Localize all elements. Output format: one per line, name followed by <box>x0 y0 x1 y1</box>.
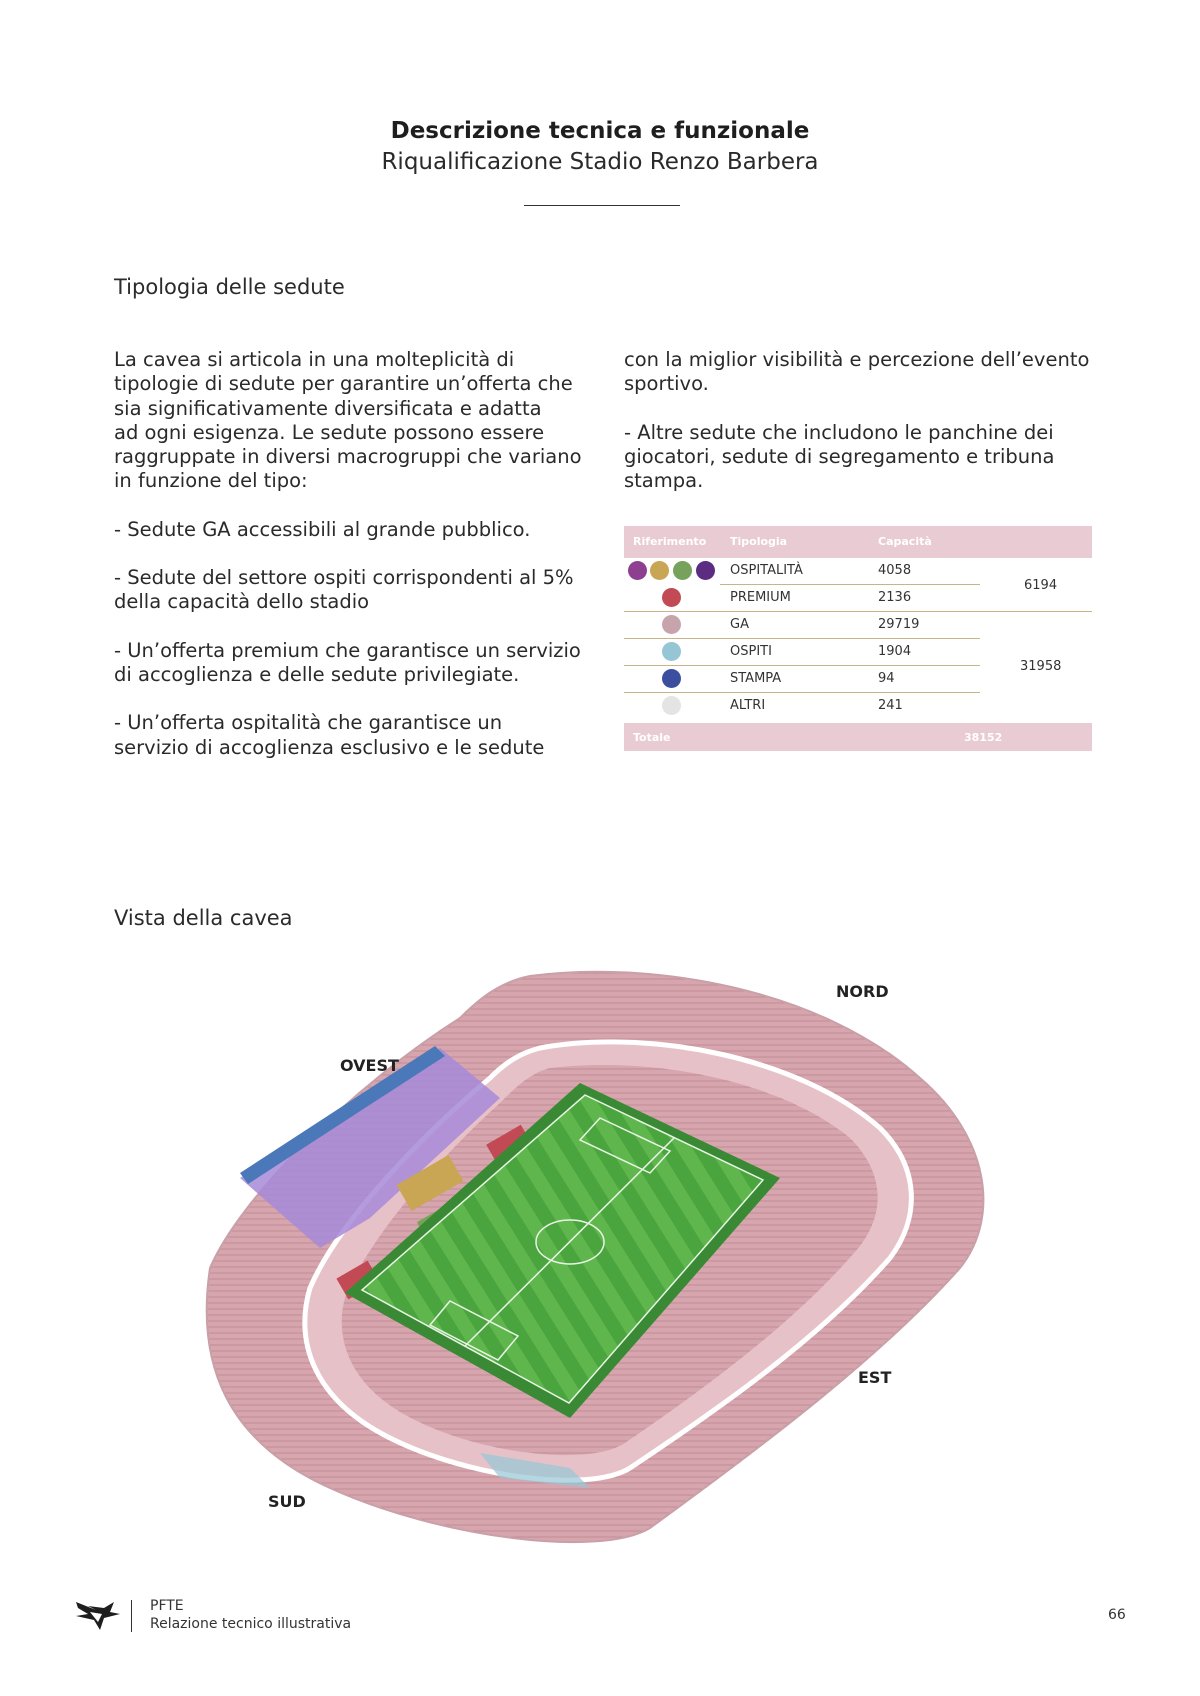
document-subtitle: Riqualificazione Stadio Renzo Barbera <box>381 149 819 175</box>
eagle-logo-icon <box>74 1596 122 1632</box>
color-swatch-green <box>673 561 692 580</box>
color-swatch-ospiti <box>662 642 681 661</box>
paragraph: - Un’offerta ospitalità che garantisce un servizio di accoglienza esclusivo e le sedute <box>114 711 545 759</box>
compass-label-nord: NORD <box>836 982 889 1001</box>
color-swatch-ga <box>662 615 681 634</box>
table-row <box>624 611 980 638</box>
table-row <box>624 584 980 611</box>
compass-label-sud: SUD <box>268 1492 306 1511</box>
color-swatch-premium <box>662 588 681 607</box>
footer-divider <box>131 1600 132 1632</box>
table-total-row <box>624 723 1092 751</box>
cell-capacita: 94 <box>878 671 895 686</box>
color-swatch-stampa <box>662 669 681 688</box>
cell-tipologia: STAMPA <box>730 671 782 686</box>
color-swatch-purple <box>628 561 647 580</box>
table-row <box>624 665 980 692</box>
text-column-left <box>114 348 584 784</box>
paragraph: con la miglior visibilità e percezione dell’evento sportivo. <box>624 348 1090 396</box>
cell-capacita: 241 <box>878 698 903 713</box>
cell-capacita: 4058 <box>878 563 912 578</box>
color-swatch-violet <box>696 561 715 580</box>
group-total-premium: 6194 <box>1024 578 1058 593</box>
header-tipologia: Tipologia <box>730 535 788 548</box>
section-heading-view: Vista della cavea <box>114 906 293 930</box>
table-row <box>624 692 980 719</box>
stadium-illustration <box>200 968 1000 1548</box>
section-heading-seating: Tipologia delle sedute <box>114 275 345 299</box>
color-swatch-gold <box>650 561 669 580</box>
footer-report-title: Relazione tecnico illustrativa <box>150 1616 352 1632</box>
header-capacita: Capacità <box>878 535 932 548</box>
table-row <box>624 557 980 584</box>
paragraph: - Altre sedute che includono le panchine dei giocatori, sedute di segregamento e tribuna stampa. <box>624 420 1055 493</box>
paragraph: La cavea si articola in una molteplicità di tipologie di sedute per garantire un’offerta che sia significativamente diversificata e adatta ad ogni esigenza. Le sedute possono essere raggruppate in diversi macrogruppi che variano in funzione del tipo: <box>114 348 582 493</box>
table-row <box>624 638 980 665</box>
page-number: 66 <box>1108 1607 1126 1623</box>
total-value: 38152 <box>964 731 1003 744</box>
paragraph: - Sedute del settore ospiti corrispondenti al 5% della capacità dello stadio <box>114 566 574 614</box>
paragraph: - Un’offerta premium che garantisce un servizio di accoglienza e delle sedute privilegiate. <box>114 638 581 686</box>
cell-capacita: 29719 <box>878 617 920 632</box>
cell-tipologia: PREMIUM <box>730 590 791 605</box>
cell-tipologia: GA <box>730 617 749 632</box>
header-divider <box>524 205 680 206</box>
group-total-general: 31958 <box>1020 659 1062 674</box>
table-header-row <box>624 526 1092 558</box>
header-riferimento: Riferimento <box>633 535 707 548</box>
cell-tipologia: OSPITALITÀ <box>730 563 803 578</box>
cell-capacita: 1904 <box>878 644 912 659</box>
compass-label-ovest: OVEST <box>340 1056 399 1075</box>
document-title: Descrizione tecnica e funzionale <box>390 118 810 144</box>
cell-capacita: 2136 <box>878 590 912 605</box>
cell-tipologia: OSPITI <box>730 644 772 659</box>
cell-tipologia: ALTRI <box>730 698 766 713</box>
paragraph: - Sedute GA accessibili al grande pubblico. <box>114 517 531 541</box>
compass-label-est: EST <box>858 1368 892 1387</box>
text-column-right <box>624 348 1094 517</box>
color-swatch-altri <box>662 696 681 715</box>
footer-project: PFTE <box>150 1598 184 1614</box>
total-label: Totale <box>633 731 671 744</box>
